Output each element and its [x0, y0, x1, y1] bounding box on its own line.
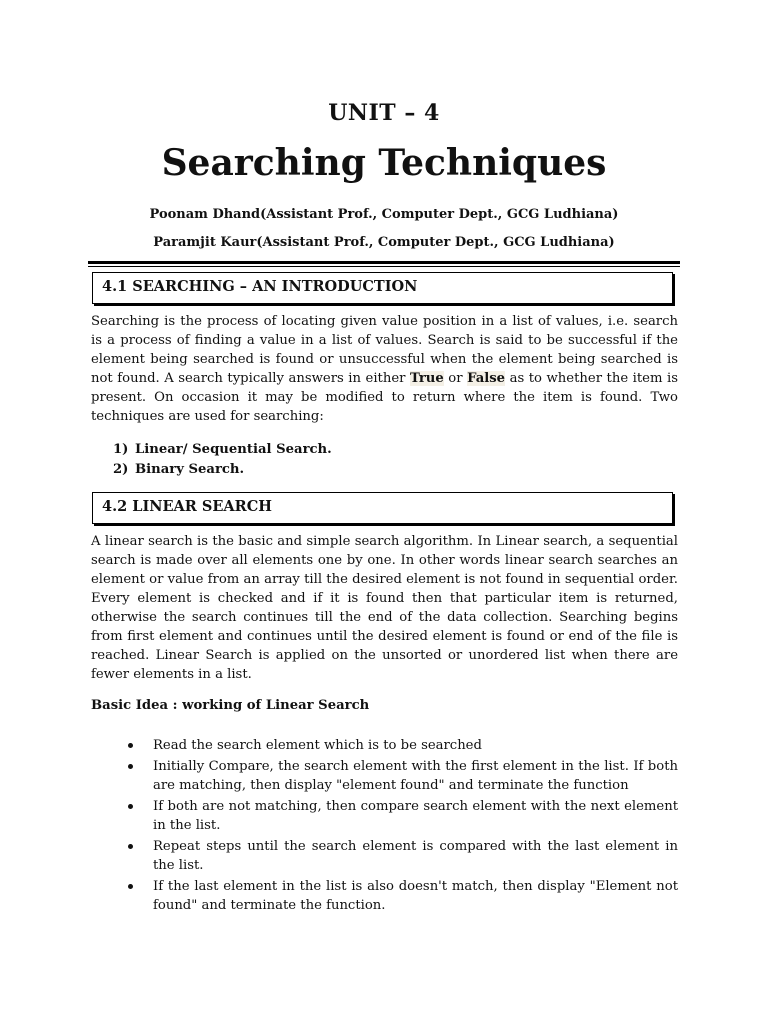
list-item — [128, 797, 678, 836]
list-number: 2) — [113, 462, 129, 477]
list-item — [128, 877, 678, 916]
author-line: Paramjit Kaur(Assistant Prof., Computer Dept., GCG Ludhiana) — [153, 235, 615, 250]
techniques-list — [113, 440, 332, 480]
list-item-text: Linear/ Sequential Search. — [135, 442, 332, 457]
bullet-icon — [128, 884, 133, 889]
basic-idea-subheading: Basic Idea : working of Linear Search — [91, 698, 370, 713]
intro-text-end: as to whether the item is present. On occasion it may be modified to return where the item is found. Two techniques are used for searching: — [91, 371, 678, 424]
bullet-text: If the last element in the list is also doesn't match, then display "Element not found" and terminate the function. — [153, 878, 678, 913]
keyword-true: True — [409, 371, 444, 386]
intro-paragraph — [91, 312, 678, 426]
header-divider-thick — [88, 261, 680, 264]
list-number: 1) — [113, 442, 129, 457]
intro-text-or: or — [443, 371, 468, 386]
list-item — [128, 757, 678, 796]
section-heading-linear-search: 4.2 LINEAR SEARCH — [92, 492, 673, 524]
list-item-text: Binary Search. — [135, 462, 245, 477]
section-heading-introduction: 4.1 SEARCHING – AN INTRODUCTION — [92, 272, 673, 304]
list-item — [113, 440, 332, 460]
list-item — [128, 736, 678, 756]
unit-label: UNIT – 4 — [328, 100, 440, 126]
bullet-text: Read the search element which is to be searched — [153, 738, 482, 753]
intro-text-start: Searching is the process of locating given value position in a list of values, i.e. search is a process of finding a value in a list of values. Search is said to be successful if the element being searched is found or unsuccessful when the element being searched is not found. A search typically answers in either — [91, 314, 678, 386]
bullet-icon — [128, 844, 133, 849]
bullet-text: Repeat steps until the search element is compared with the last element in the list. — [153, 838, 678, 873]
bullet-text: Initially Compare, the search element with the first element in the list. If both are matching, then display "element found" and terminate the function — [153, 758, 678, 793]
steps-bullet-list — [128, 736, 678, 917]
bullet-text: If both are not matching, then compare search element with the next element in the list. — [153, 798, 678, 833]
linear-search-paragraph: A linear search is the basic and simple search algorithm. In Linear search, a sequential search is made over all elements one by one. In other words linear search searches an element or value from an array till the desired element is not found in sequential order. Every element is checked and if it is found then that particular item is returned, otherwise the search continues till the end of the data collection. Searching begins from first element and continues until the desired element is found or end of the file is reached. Linear Search is applied on the unsorted or unordered list when there are fewer elements in a list. — [91, 534, 678, 682]
bullet-icon — [128, 804, 133, 809]
page-title: Searching Techniques — [161, 142, 607, 184]
keyword-false: False — [467, 371, 506, 386]
list-item — [128, 837, 678, 876]
bullet-icon — [128, 743, 133, 748]
bullet-icon — [128, 764, 133, 769]
author-line: Poonam Dhand(Assistant Prof., Computer Dept., GCG Ludhiana) — [149, 207, 619, 222]
header-divider-thin — [88, 266, 680, 267]
list-item — [113, 460, 332, 480]
